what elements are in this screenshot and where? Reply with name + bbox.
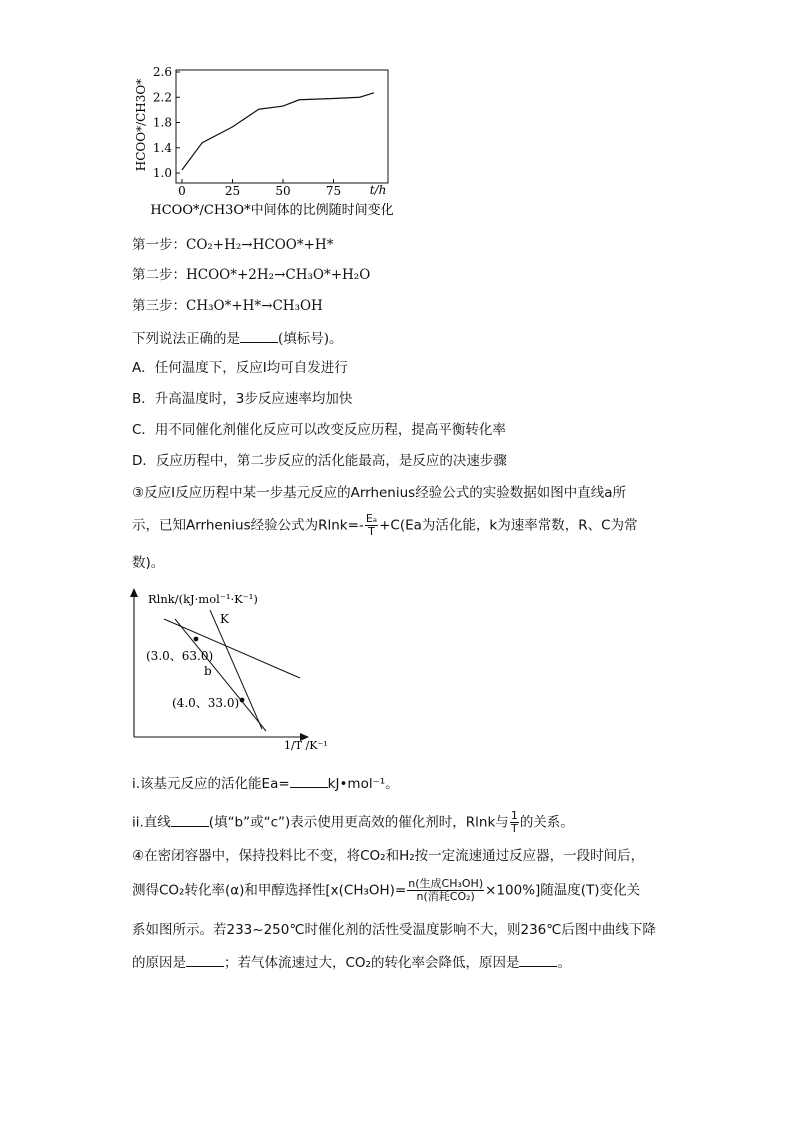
point-4-33 [240, 698, 245, 703]
question-ii [132, 810, 574, 835]
y-tick-label: 1.4 [152, 140, 172, 155]
question-i-a: i.该基元反应的活化能Ea= [132, 776, 290, 792]
arrhenius-chart [0, 585, 794, 765]
chart1-frame [176, 70, 388, 183]
question-i-b: kJ•mol⁻¹。 [327, 776, 399, 792]
y-tick-label: 1.8 [152, 115, 172, 130]
x-tick-label: 75 [325, 184, 342, 198]
frac-numerator: 1 [510, 809, 518, 822]
frac-denominator: T [510, 822, 518, 835]
question-ii-b: (填“b”或“c”)表示使用更高效的催化剂时，Rlnk与 [208, 814, 509, 831]
answer-blank-4 [186, 953, 224, 967]
part4-line4 [132, 953, 571, 972]
question-text [132, 329, 343, 348]
part3-line2-a: 示，已知Arrhenius经验公式为Rlnk=- [132, 517, 364, 534]
part3-line2-b: +C(Ea为活化能，k为速率常数，R、C为常 [379, 517, 638, 534]
x-tick-label: 25 [224, 184, 241, 198]
frac-denominator: T [368, 525, 375, 538]
answer-blank-3 [171, 813, 209, 827]
part3-line2 [132, 513, 638, 538]
question-ii-c: 的关系。 [519, 814, 574, 831]
selectivity-fraction [407, 878, 484, 903]
chart1-axes [176, 70, 388, 183]
chart2-point-2-label: (4.0、33.0) [172, 696, 240, 710]
chart2-label-b: K [220, 612, 229, 626]
point-3-63 [194, 637, 199, 642]
part3-line3: 数)。 [132, 555, 165, 571]
chart2-axes [130, 588, 309, 741]
part4-line2 [132, 878, 640, 903]
y-tick-label: 1.0 [152, 166, 172, 180]
chart2-lines [164, 610, 300, 731]
one-over-t-fraction [510, 810, 519, 835]
chart1-x-axis-label: t/h [369, 183, 387, 197]
question-stem: 下列说法正确的是 [132, 331, 240, 347]
answer-blank-5 [519, 953, 557, 967]
frac-denominator: n(消耗CO₂) [416, 890, 475, 903]
answer-blank-1 [240, 329, 278, 343]
y-tick-label: 2.6 [152, 65, 172, 79]
part4-line4-b: ；若气体流速过大，CO₂的转化率会降低，原因是 [224, 955, 520, 971]
hcoo-ratio-chart [0, 0, 794, 230]
y-tick-label: 2.2 [152, 90, 172, 105]
question-ii-a: ii.直线 [132, 814, 171, 831]
answer-blank-2 [290, 774, 328, 788]
option-c: C．用不同催化剂催化反应可以改变反应历程，提高平衡转化率 [132, 422, 506, 438]
chart2-y-axis-label: Rlnk/(kJ·mol⁻¹·K⁻¹) [148, 592, 258, 606]
chart2-label-a: b [204, 664, 212, 678]
line-b [210, 610, 262, 729]
question-i [132, 774, 399, 793]
part4-line1: ④在密闭容器中，保持投料比不变，将CO₂和H₂按一定流速通过反应器，一段时间后， [132, 848, 645, 864]
chart1-y-axis-label: HCOO*/CH3O* [134, 78, 148, 172]
line-a [175, 619, 266, 731]
part4-line3: 系如图所示。若233~250℃时催化剂的活性受温度影响不大，则236℃后图中曲线下降 [132, 922, 656, 938]
frac-numerator: Eₐ [365, 512, 378, 525]
part4-line2-a: 测得CO₂转化率(α)和甲醇选择性[x(CH₃OH)= [132, 882, 407, 899]
x-tick-label: 0 [178, 184, 186, 198]
step-1-text: 第一步：CO₂+H₂→HCOO*+H* [132, 237, 334, 253]
chart1-caption: HCOO*/CH3O*中间体的比例随时间变化 [150, 203, 394, 218]
chart2-x-axis-label: 1/T /K⁻¹ [284, 739, 328, 752]
frac-numerator: n(生成CH₃OH) [408, 877, 484, 890]
y-axis-arrow [130, 588, 138, 597]
question-tail: (填标号)。 [278, 331, 343, 347]
option-d: D．反应历程中，第二步反应的活化能最高，是反应的决速步骤 [132, 453, 507, 469]
part4-line4-c: 。 [557, 955, 571, 971]
ea-over-t-fraction [365, 513, 378, 538]
part4-line2-b: ×100%]随温度(T)变化关 [485, 882, 641, 899]
step-3-text: 第三步：CH₃O*+H*→CH₃OH [132, 298, 323, 314]
chart1-series-line [182, 93, 374, 170]
chart2-point-1-label: (3.0、63.0) [146, 649, 214, 663]
step-2-text: 第二步：HCOO*+2H₂→CH₃O*+H₂O [132, 267, 371, 283]
part3-line1: ③反应Ⅰ反应历程中某一步基元反应的Arrhenius经验公式的实验数据如图中直线a所 [132, 485, 626, 501]
x-tick-label: 50 [275, 184, 291, 198]
chart1-ticks [153, 65, 341, 198]
option-b: B．升高温度时，3步反应速率均加快 [132, 391, 353, 407]
part4-line4-a: 的原因是 [132, 955, 186, 971]
option-a: A．任何温度下，反应Ⅰ均可自发进行 [132, 360, 348, 376]
